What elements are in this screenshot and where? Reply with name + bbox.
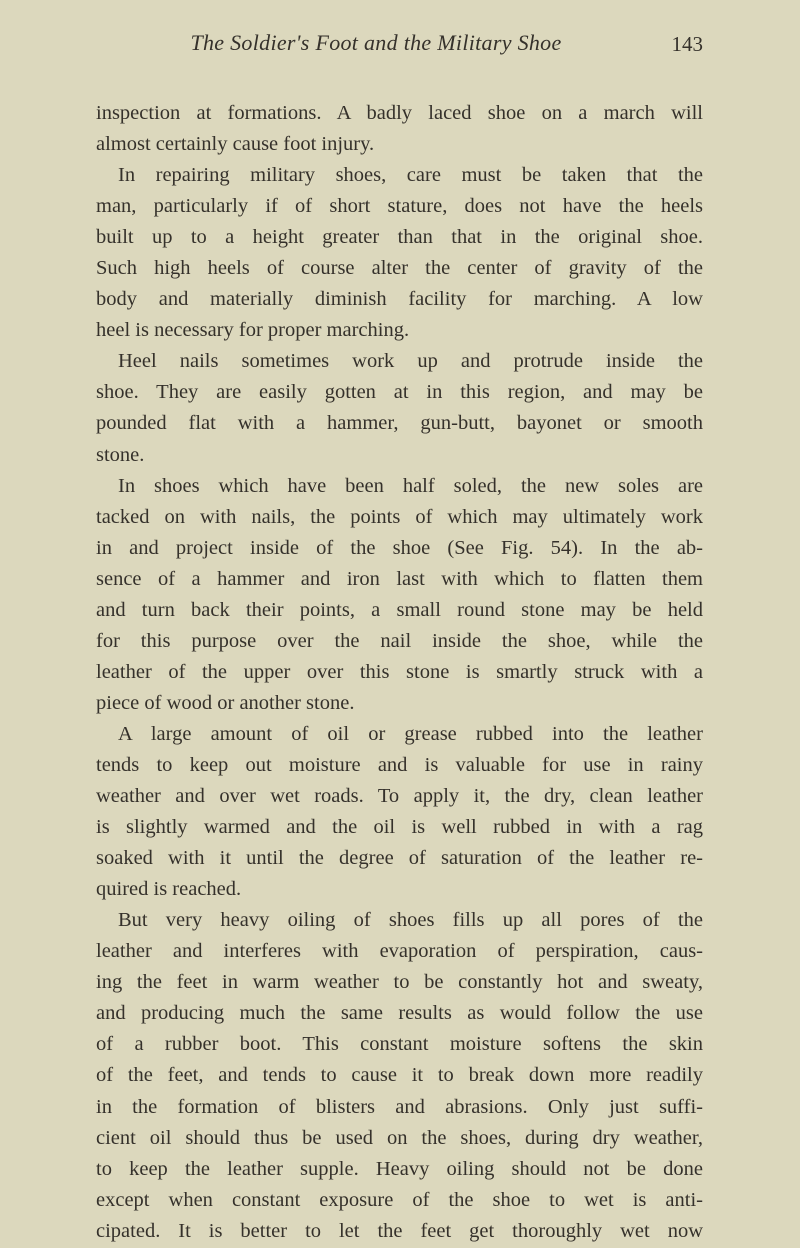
body-text xyxy=(96,98,703,1247)
text-line: In shoes which have been half soled, the new soles are xyxy=(118,474,703,497)
text-line: and turn back their points, a small round stone may be held xyxy=(96,598,703,621)
text-line: in and project inside of the shoe (See Fig. 54). In the ab- xyxy=(96,536,703,559)
text-line: and producing much the same results as would follow the use xyxy=(96,1002,703,1025)
running-title: The Soldier's Foot and the Military Shoe xyxy=(190,30,562,55)
text-line: for this purpose over the nail inside the shoe, while the xyxy=(96,629,703,652)
text-line: stone. xyxy=(96,443,145,466)
text-line: tends to keep out moisture and is valuable for use in rainy xyxy=(96,753,703,776)
text-line: almost certainly cause foot injury. xyxy=(96,133,375,156)
text-line: soaked with it until the degree of saturation of the leather re- xyxy=(96,847,703,870)
text-line: A large amount of oil or grease rubbed into the leather xyxy=(118,722,703,745)
text-line: to keep the leather supple. Heavy oiling should not be done xyxy=(96,1157,703,1180)
text-line: inspection at formations. A badly laced shoe on a march will xyxy=(96,102,703,124)
text-line: man, particularly if of short stature, does not have the heels xyxy=(96,195,703,218)
page-header xyxy=(96,30,703,60)
text-line: weather and over wet roads. To apply it, the dry, clean leather xyxy=(96,785,703,808)
text-line: sence of a hammer and iron last with which to flatten them xyxy=(96,567,703,590)
text-line: is slightly warmed and the oil is well rubbed in with a rag xyxy=(96,816,703,839)
text-line: quired is reached. xyxy=(96,878,242,901)
text-line: ing the feet in warm weather to be constantly hot and sweaty, xyxy=(96,971,703,994)
text-line: Heel nails sometimes work up and protrude inside the xyxy=(118,350,703,373)
text-line: pounded flat with a hammer, gun-butt, bayonet or smooth xyxy=(96,412,703,435)
text-line: heel is necessary for proper marching. xyxy=(96,319,410,342)
text-line: in the formation of blisters and abrasions. Only just suffi- xyxy=(96,1095,703,1118)
text-line: cipated. It is better to let the feet get thoroughly wet now xyxy=(96,1219,703,1242)
text-line: except when constant exposure of the shoe to wet is anti- xyxy=(96,1188,703,1211)
text-line: built up to a height greater than that in the original shoe. xyxy=(96,226,703,249)
text-line: shoe. They are easily gotten at in this region, and may be xyxy=(96,381,703,404)
text-line: leather of the upper over this stone is smartly struck with a xyxy=(96,660,703,683)
text-line: leather and interferes with evaporation of perspiration, caus- xyxy=(96,940,703,963)
text-line: cient oil should thus be used on the shoes, during dry weather, xyxy=(96,1126,703,1149)
text-line: body and materially diminish facility for marching. A low xyxy=(96,288,703,311)
text-line: of a rubber boot. This constant moisture softens the skin xyxy=(96,1033,703,1056)
text-line: In repairing military shoes, care must be taken that the xyxy=(118,164,703,187)
text-line: piece of wood or another stone. xyxy=(96,691,355,714)
text-line: But very heavy oiling of shoes fills up all pores of the xyxy=(118,909,703,932)
text-line: of the feet, and tends to cause it to break down more readily xyxy=(96,1064,703,1087)
text-line: tacked on with nails, the points of which may ultimately work xyxy=(96,505,703,528)
page-number: 143 xyxy=(671,32,703,56)
text-line: Such high heels of course alter the center of gravity of the xyxy=(96,257,703,280)
